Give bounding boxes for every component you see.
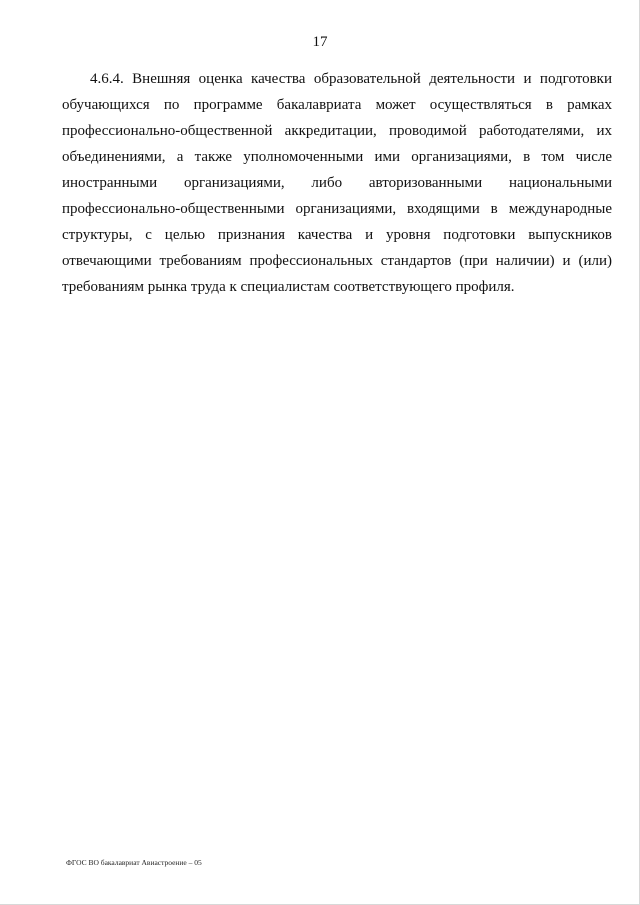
footer-text: ФГОС ВО бакалавриат Авиастроение – 05 bbox=[66, 858, 202, 867]
page-number: 17 bbox=[312, 34, 328, 50]
paragraph-4-6-4: 4.6.4. Внешняя оценка качества образовательной деятельности и подготовки обучающихся по программе бакалавриата может осуществляться в рамках профессионально-общественной аккредитации, проводимой работодателями, их объединениями, а также уполномоченными ими организациями, в том числе иностранными организациями, либо авторизованными национальными профессионально-общественными организациями, входящими в международные структуры, с целью признания качества и уровня подготовки выпускников отвечающими требованиям профессиональных стандартов (при наличии) и (или) требованиям рынка труда к специалистам соответствующего профиля. bbox=[62, 71, 612, 295]
